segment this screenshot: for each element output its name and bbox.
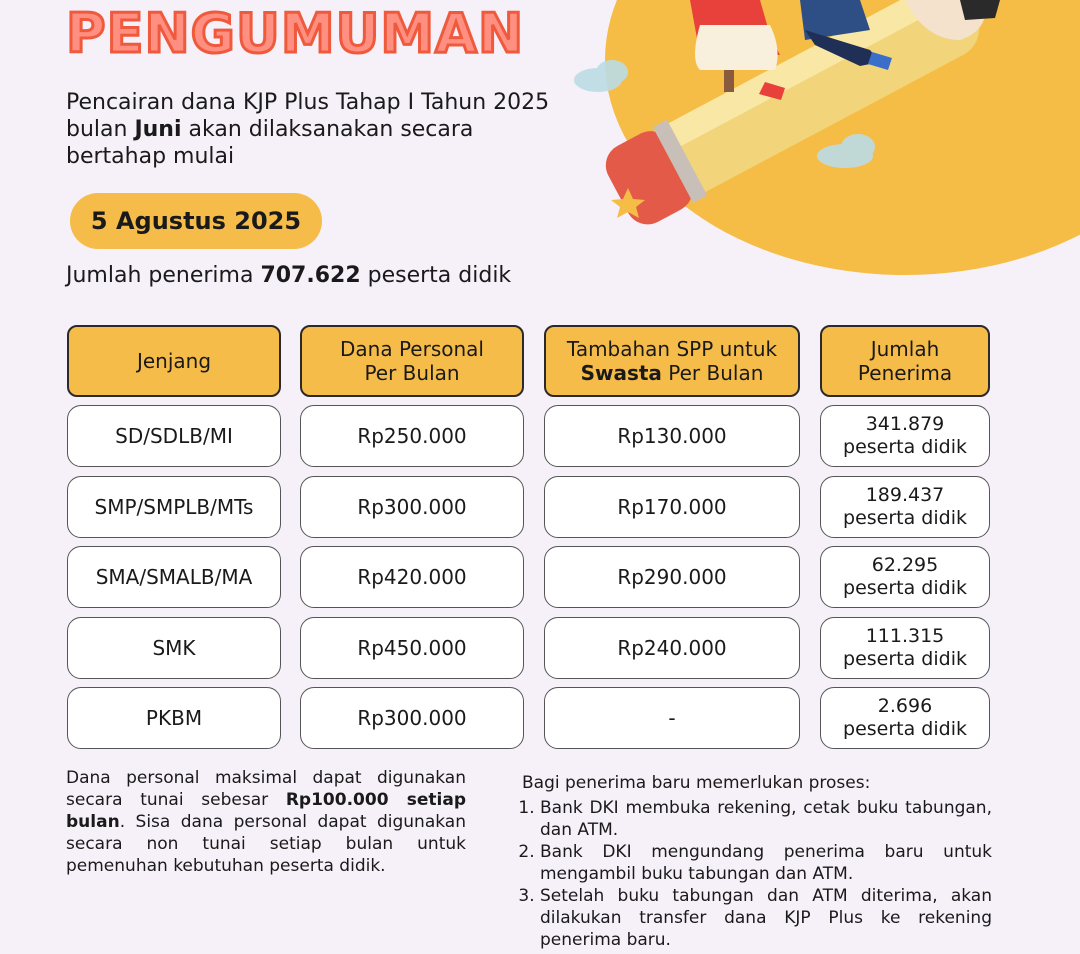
date-badge: 5 Agustus 2025: [70, 193, 322, 249]
page-title: PENGUMUMAN: [66, 2, 525, 65]
row-jumlah: 2.696 peserta didik: [820, 687, 990, 749]
row-spp: Rp240.000: [544, 617, 800, 679]
row-jenjang: PKBM: [67, 687, 281, 749]
header-tambahan-spp: Tambahan SPP untuk Swasta Per Bulan: [544, 325, 800, 397]
process-steps: [522, 797, 992, 951]
header-dana-personal: Dana Personal Per Bulan: [300, 325, 524, 397]
row-jenjang: SMK: [67, 617, 281, 679]
row-jenjang: SMP/SMPLB/MTs: [67, 476, 281, 538]
header-jenjang: Jenjang: [67, 325, 281, 397]
yellow-moon-shape: [605, 0, 1080, 275]
row-jenjang: SD/SDLB/MI: [67, 405, 281, 467]
header-jumlah-penerima: Jumlah Penerima: [820, 325, 990, 397]
row-spp: Rp290.000: [544, 546, 800, 608]
cash-usage-note: Dana personal maksimal dapat digunakan secara tunai sebesar Rp100.000 setiap bulan. Sisa dana personal dapat digunakan secara non tunai setiap bulan untuk pemenuhan kebutuhan peserta didik.: [66, 768, 466, 876]
row-jumlah: 341.879 peserta didik: [820, 405, 990, 467]
total-recipients: Jumlah penerima 707.622 peserta didik: [66, 263, 512, 288]
row-dana: Rp300.000: [300, 687, 524, 749]
process-step: 3. Setelah buku tabungan dan ATM diterima, akan dilakukan transfer dana KJP Plus ke rekening penerima baru.: [540, 885, 992, 951]
process-intro: Bagi penerima baru memerlukan proses:: [522, 773, 871, 793]
pencil-rocket: [598, 0, 992, 232]
row-dana: Rp300.000: [300, 476, 524, 538]
month-highlight: Juni: [134, 117, 182, 142]
row-spp: Rp170.000: [544, 476, 800, 538]
row-jumlah: 189.437 peserta didik: [820, 476, 990, 538]
child-figures: [690, 0, 1000, 100]
row-dana: Rp420.000: [300, 546, 524, 608]
clouds: [574, 60, 875, 168]
process-step: 1. Bank DKI membuka rekening, cetak buku tabungan, dan ATM.: [540, 797, 992, 841]
row-jenjang: SMA/SMALB/MA: [67, 546, 281, 608]
process-step: 2. Bank DKI mengundang penerima baru untuk mengambil buku tabungan dan ATM.: [540, 841, 992, 885]
stars: [611, 40, 671, 218]
row-spp: -: [544, 687, 800, 749]
row-jumlah: 62.295 peserta didik: [820, 546, 990, 608]
row-spp: Rp130.000: [544, 405, 800, 467]
row-jumlah: 111.315 peserta didik: [820, 617, 990, 679]
new-recipient-process: [522, 772, 992, 951]
intro-text: Pencairan dana KJP Plus Tahap I Tahun 2025 bulan Juni akan dilaksanakan secara bertahap mulai: [66, 90, 550, 169]
row-dana: Rp450.000: [300, 617, 524, 679]
row-dana: Rp250.000: [300, 405, 524, 467]
